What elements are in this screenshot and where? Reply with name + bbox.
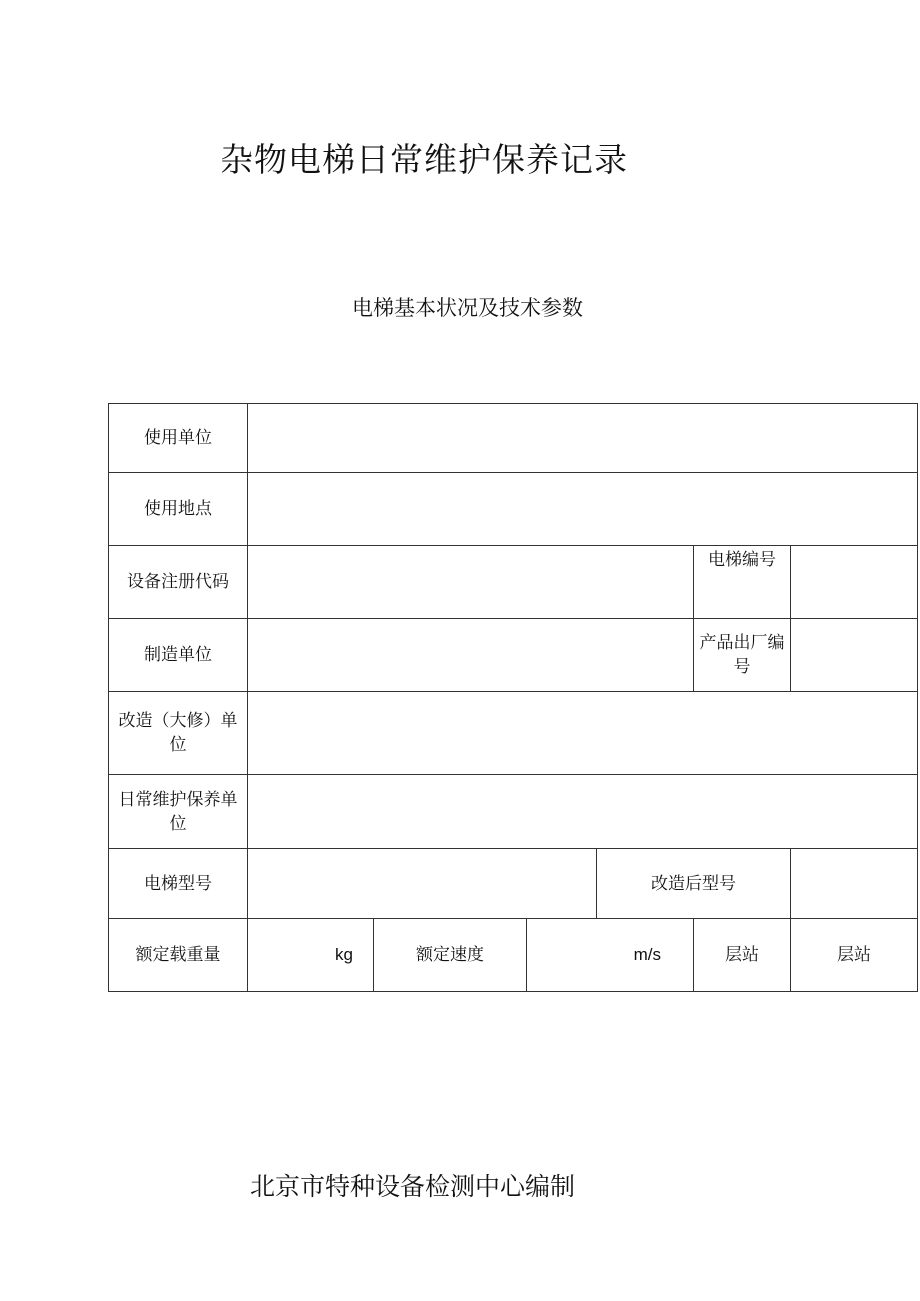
maintenance-unit-label-line2: 位: [169, 813, 187, 834]
factory-number-label: 产品出厂编号: [694, 619, 791, 692]
table-row: [109, 775, 918, 849]
elevator-model-value[interactable]: [248, 849, 597, 919]
table-row: [109, 919, 918, 992]
rated-speed-label: 额定速度: [374, 919, 527, 992]
elevator-number-value[interactable]: [791, 546, 918, 619]
rated-speed-unit[interactable]: m/s: [527, 919, 694, 992]
renovation-unit-label-line1: 改造（大修）单: [118, 711, 238, 731]
registration-code-label: 设备注册代码: [109, 546, 248, 619]
floors-label-2: 层站: [791, 919, 918, 992]
use-location-value[interactable]: [248, 473, 918, 546]
table-row: [109, 849, 918, 919]
section-title: 电梯基本状况及技术参数: [352, 296, 583, 320]
use-location-label: 使用地点: [109, 473, 248, 546]
registration-code-value[interactable]: [248, 546, 694, 619]
modified-model-value[interactable]: [791, 849, 918, 919]
floors-label-1: 层站: [694, 919, 791, 992]
table-row: [109, 619, 918, 692]
document-title: 杂物电梯日常维护保养记录: [220, 140, 628, 179]
modified-model-label: 改造后型号: [597, 849, 791, 919]
rated-load-unit[interactable]: kg: [248, 919, 374, 992]
table-row: [109, 692, 918, 775]
renovation-unit-label-line2: 位: [169, 735, 187, 755]
footer-text: 北京市特种设备检测中心编制: [250, 1172, 576, 1201]
maintenance-unit-label-line1: 日常维护保养单: [118, 789, 238, 810]
manufacturer-label: 制造单位: [109, 619, 248, 692]
use-unit-label: 使用单位: [109, 404, 248, 473]
elevator-parameters-table: [108, 403, 918, 992]
use-unit-value[interactable]: [248, 404, 918, 473]
elevator-model-label: 电梯型号: [109, 849, 248, 919]
elevator-number-label: 电梯编号: [694, 546, 791, 619]
manufacturer-value[interactable]: [248, 619, 694, 692]
rated-load-label: 额定载重量: [109, 919, 248, 992]
renovation-unit-value[interactable]: [248, 692, 918, 775]
maintenance-unit-value[interactable]: [248, 775, 918, 849]
renovation-unit-label: [109, 692, 248, 775]
table-row: [109, 404, 918, 473]
factory-number-value[interactable]: [791, 619, 918, 692]
maintenance-unit-label: [109, 775, 248, 849]
table-row: [109, 473, 918, 546]
table-row: [109, 546, 918, 619]
